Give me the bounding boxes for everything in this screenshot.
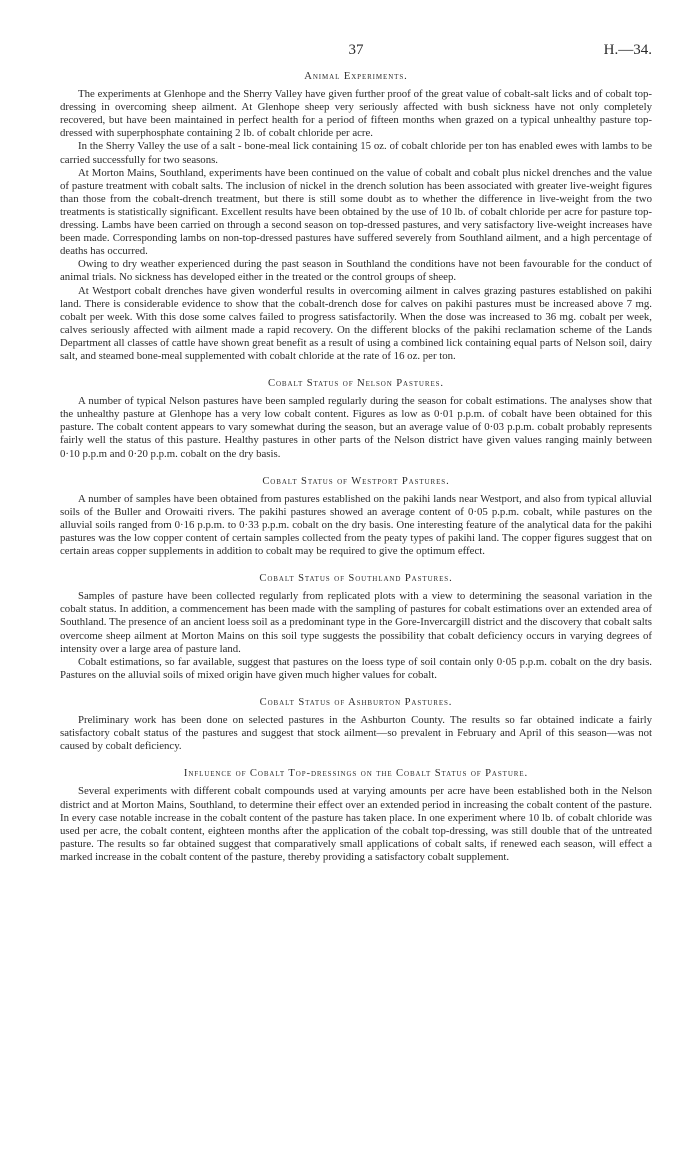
section-nelson-pastures: [60, 377, 652, 461]
section-animal-experiments: [60, 70, 652, 363]
paragraph: A number of samples have been obtained from pastures established on the pakihi lands near Westport, and also from typical alluvial soils of the Buller and Orowaiti rivers. The pakihi pastures showed an average content of 0·05 p.p.m. cobalt, while pastures on the alluvial soils ranged from 0·16 p.p.m. to 0·33 p.p.m. cobalt on the dry basis. One interesting feature of the analytical data for the pakihi pastures was the low copper content of certain samples collected from the peaty types of pakihi land. The copper figures suggest that on certain areas copper supplements in addition to cobalt may be required to give the optimum effect.: [60, 492, 652, 558]
section-cobalt-top-dressings: [60, 767, 652, 864]
paragraph: At Westport cobalt drenches have given wonderful results in overcoming ailment in calves grazing pastures established on pakihi land. There is considerable evidence to show that the cobalt-drench dose for calves on pakihi pastures must be increased above 7 mg. cobalt per week. With this dose some calves failed to progress satisfactorily. When the dose was increased to 36 mg. cobalt per week, calves seriously affected with ailment made a rapid recovery. On the different blocks of the pakihi reclamation scheme of the Lands Department all classes of cattle have shown great benefit as a result of using a combined lick containing equal parts of Nelson soil, dairy salt, and steamed bone-meal supplemented with cobalt chloride at the rate of 16 oz. per ton.: [60, 284, 652, 362]
section-ashburton-pastures: [60, 696, 652, 753]
section-heading: Cobalt Status of Southland Pastures.: [259, 573, 453, 585]
paragraph: A number of typical Nelson pastures have been sampled regularly during the season for cobalt estimations. The analyses show that the unhealthy pasture at Glenhope has a very low cobalt content. Figures as low as 0·01 p.p.m. of cobalt have been obtained for this pasture. The cobalt content appears to vary somewhat during the season, but an average value of 0·03 p.p.m. cobalt probably represents fairly well the status of this pasture. Healthy pastures in other parts of the Nelson district have given values ranging mainly between 0·10 p.p.m and 0·20 p.p.m. cobalt on the dry basis.: [60, 395, 652, 460]
section-westport-pastures: [60, 475, 652, 559]
paragraph: Samples of pasture have been collected regularly from replicated plots with a view to determining the seasonal variation in the cobalt status. In addition, a commencement has been made with the sampling of pastures for cobalt estimations over an extended area of Southland. The presence of an ancient loess soil as a predominant type in the Gore-Invercargill district and the discovery that cobalt salts overcome sheep ailment at Morton Mains on this soil type suggests the possibility that cobalt deficiency occurs in varying degrees of intensity over a large area of pasture land.: [60, 590, 652, 655]
running-header: [60, 44, 652, 66]
paragraph: Several experiments with different cobalt compounds used at varying amounts per acre have been established both in the Nelson district and at Morton Mains, Southland, to determine their effect over an extended period in increasing the cobalt content of the pasture. In every case notable increase in the cobalt content of the pasture has taken place. In one experiment where 10 lb. of cobalt chloride was used per acre, the cobalt content, eighteen months after the application of the cobalt top-dressing, was still double that of the untreated pasture. The results so far obtained suggest that comparatively small applications of cobalt salts, if renewed each season, will effect a marked increase in the cobalt content of the pasture, thereby providing a satisfactory cobalt supplement.: [60, 785, 652, 863]
paragraph: Owing to dry weather experienced during the past season in Southland the conditions have not been favourable for the conduct of animal trials. No sickness has developed either in the treated or the control groups of sheep.: [60, 258, 652, 284]
paragraph: Preliminary work has been done on selected pastures in the Ashburton County. The results so far obtained indicate a fairly satisfactory cobalt status of the pastures and suggest that stock ailment—so prevalent in February and April of this season—was not caused by cobalt deficiency.: [60, 714, 652, 753]
paragraph: Cobalt estimations, so far available, suggest that pastures on the loess type of soil contain only 0·05 p.p.m. cobalt on the dry basis. Pastures on the alluvial soils of mixed origin have given much higher values for cobalt.: [60, 655, 652, 681]
report-reference: H.—34.: [603, 42, 652, 58]
section-heading: Influence of Cobalt Top-dressings on the Cobalt Status of Pasture.: [183, 768, 529, 780]
section-southland-pastures: [60, 572, 652, 682]
page-number: 37: [348, 42, 364, 58]
paragraph: At Morton Mains, Southland, experiments have been continued on the value of cobalt and cobalt plus nickel drenches and the value of pasture treatment with cobalt salts. The inclusion of nickel in the drench solution has been associated with greater live-weight figures than those from the cobalt-drench treatment, but there is still some doubt as to whether the difference in live-weight from the two treatments is statistically significant. Excellent results have been obtained by the use of 10 lb. of cobalt chloride per acre for pasture top-dressing. Lambs have been carried on through a second season on top-dressed pastures, and very satisfactory live-weight increases have been made. Corresponding lambs on non-top-dressed pastures have suffered severely from Southland ailment, and a high percentage of deaths has occurred.: [60, 166, 652, 258]
section-heading: Cobalt Status of Nelson Pastures.: [268, 378, 444, 390]
section-heading: Cobalt Status of Westport Pastures.: [262, 475, 450, 487]
paragraph: In the Sherry Valley the use of a salt - bone-meal lick containing 15 oz. of cobalt chloride per ton has enabled ewes with lambs to be carried successfully for two seasons.: [60, 140, 652, 166]
document-page: [60, 44, 652, 864]
paragraph: The experiments at Glenhope and the Sherry Valley have given further proof of the great value of cobalt-salt licks and of cobalt top-dressing in overcoming sheep ailment. At Glenhope sheep very seriously affected with bush sickness have not only completely recovered, but have been maintained in perfect health for a period of fifteen months when grazed on a typical unhealthy pasture top-dressed with superphosphate containing 2 lb. of cobalt chloride per acre.: [60, 88, 652, 140]
section-heading: Cobalt Status of Ashburton Pastures.: [259, 696, 453, 708]
section-heading: Animal Experiments.: [304, 71, 408, 82]
